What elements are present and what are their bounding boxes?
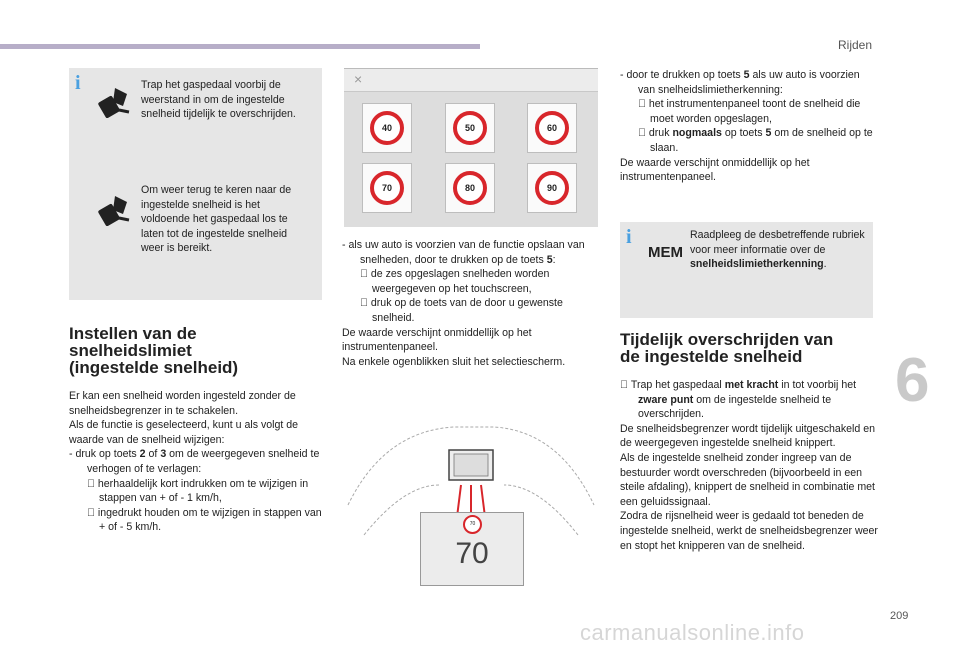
sub-bullet: ingedrukt houden om te wijzigen in stappen van + of - 5 km/h. — [87, 506, 320, 534]
speed-memory-screen — [344, 68, 598, 227]
bullet-item: - door te drukken op toets 5 als uw auto is voorzien van snelheidslimietherkenning: — [620, 69, 860, 96]
speed-tile-60[interactable]: 60 — [527, 103, 577, 153]
sub-bullet: herhaaldelijk kort indrukken om te wijzigen in stappen van + of - 1 km/h, — [87, 477, 298, 505]
bullet-item: - als uw auto is voorzien van de functie opslaan van snelheden, door te drukken op de toets 5: — [342, 239, 585, 266]
info-icon: i — [75, 72, 81, 94]
watermark: carmanualsonline.info — [580, 620, 805, 645]
mem-info-box — [620, 222, 873, 318]
bullet-item: - druk op toets 2 of 3 om de weergegeven snelheid te verhogen of te verlagen: — [69, 448, 320, 475]
tip-text-1: Trap het gaspedaal voorbij de weerstand in om de ingestelde snelheid tijdelijk te overschrijden. — [141, 79, 296, 121]
section-title: Rijden — [838, 38, 873, 52]
chapter-number: 6 — [895, 346, 930, 415]
speed-limit-sign-icon: 70 — [463, 515, 482, 534]
cluster-speed-display — [420, 512, 524, 586]
heading-temporary-exceed: Tijdelijk overschrijden van de ingestelde snelheid — [620, 330, 834, 366]
paragraph: Als de functie is geselecteerd, kunt u als volgt de waarde van de snelheid wijzigen: — [69, 419, 299, 446]
paragraph: De waarde verschijnt onmiddellijk op het instrumentenpaneel. — [342, 311, 532, 339]
col3-text-bottom — [620, 378, 878, 553]
foot-pedal-icon — [97, 192, 133, 226]
sub-bullet: de zes opgeslagen snelheden worden weergegeven op het touchscreen, — [360, 268, 539, 295]
page-number: 209 — [890, 610, 909, 622]
speed-tile-40[interactable]: 40 — [362, 103, 412, 153]
paragraph: Als de ingestelde snelheid zonder ingreep van de bestuurder wordt overschreden (bijvoorbeeld in een steile afdaling), knippert de snelheid in combinatie met een geluidssignaal. — [620, 437, 875, 494]
speed-tile-70[interactable]: 70 — [362, 163, 412, 213]
close-icon[interactable]: × — [354, 71, 363, 87]
paragraph: De snelheidsbegrenzer wordt tijdelijk uitgeschakeld en de weergegeven ingestelde snelheid knippert. — [620, 408, 875, 435]
col2-text — [342, 238, 600, 369]
mem-label: MEM — [648, 244, 683, 261]
info-icon: i — [626, 226, 632, 248]
paragraph: Zodra de rijsnelheid weer is gedaald tot beneden de ingestelde snelheid, werkt de snelheidsbegrenzer weer en stopt het knipperen van de snelheid. — [620, 495, 878, 537]
col3-text-top — [620, 68, 876, 185]
tip-text-2: Om weer terug te keren naar de ingestelde snelheid is het voldoende het gaspedaal los te laten tot de ingestelde snelheid weer is bereikt. — [141, 184, 292, 255]
col1-text — [69, 389, 327, 535]
paragraph: De waarde verschijnt onmiddellijk op het instrumentenpaneel. — [620, 156, 810, 184]
bullet-item: Trap het gaspedaal met kracht in tot voorbij het zware punt om de ingestelde snelheid te overschrijden. — [620, 379, 878, 406]
speed-tile-90[interactable]: 90 — [527, 163, 577, 213]
set-speed-value: 70 — [455, 537, 489, 570]
mem-info-text: Raadpleeg de desbetreffende rubriek voor meer informatie over de snelheidslimietherkenning. — [690, 229, 865, 271]
heading-set-speed: Instellen van de snelheidslimiet (ingestelde snelheid) — [69, 324, 239, 377]
foot-pedal-icon — [97, 84, 133, 118]
sub-bullet: druk op de toets van de door u gewenste snelheid. — [360, 297, 598, 310]
tip-box — [69, 68, 322, 300]
speed-tile-50[interactable]: 50 — [445, 103, 495, 153]
header-bar — [0, 44, 480, 49]
sub-bullet: het instrumentenpaneel toont de snelheid die moet worden opgeslagen, — [638, 98, 876, 125]
speed-tile-80[interactable]: 80 — [445, 163, 495, 213]
sub-bullet: druk nogmaals op toets 5 om de snelheid op te slaan. — [638, 127, 862, 154]
paragraph: Na enkele ogenblikken sluit het selectiescherm. — [342, 341, 566, 354]
paragraph: Er kan een snelheid worden ingesteld zonder de snelheidsbegrenzer in te schakelen. — [69, 390, 296, 417]
